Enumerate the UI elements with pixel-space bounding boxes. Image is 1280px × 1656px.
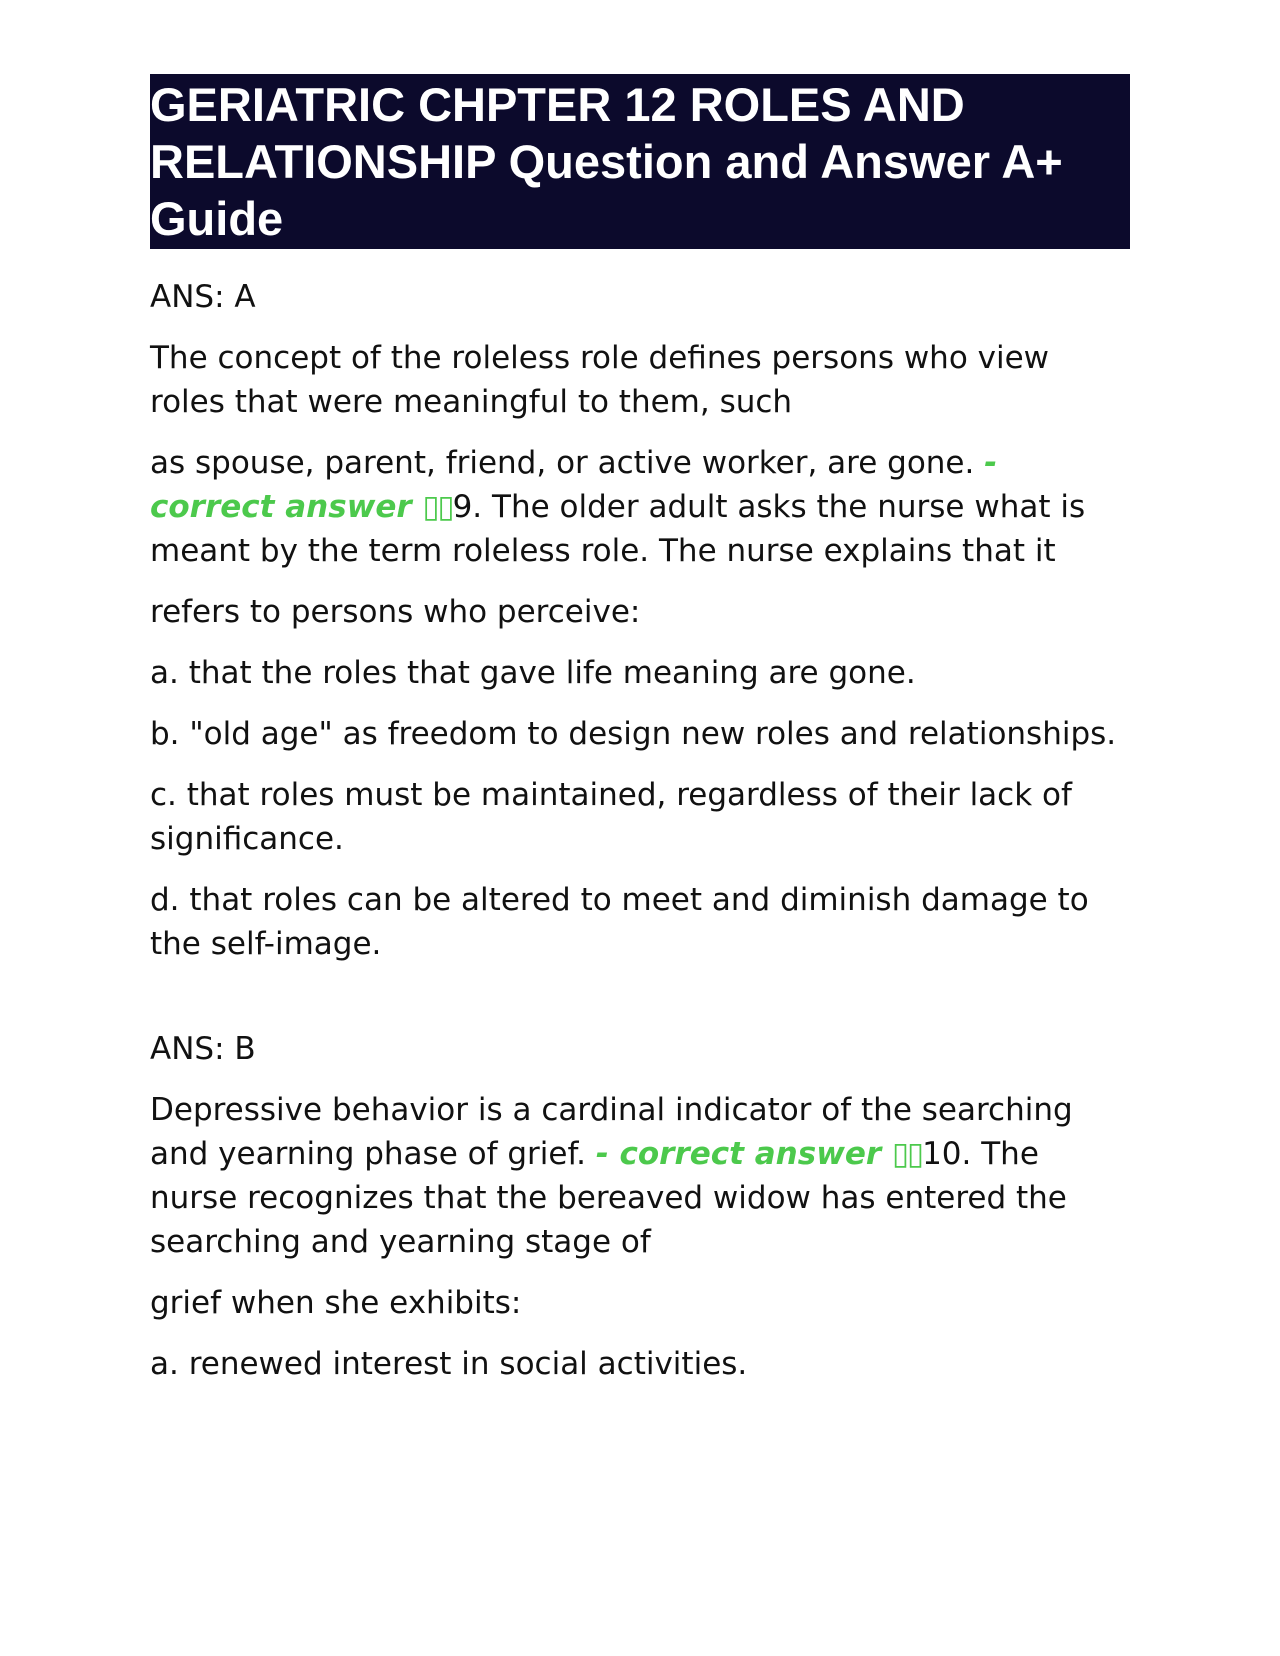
question-9-continued: refers to persons who perceive: <box>150 594 641 630</box>
question-9-text: 9. The older adult asks the nurse what is meant by the term roleless role. The nurse explains that it <box>150 489 1086 569</box>
question-10-text: 10. The nurse recognizes that the bereaved widow has entered the searching and yearning stage of <box>150 1136 1067 1260</box>
question-9-option-c: c. that roles must be maintained, regardless of their lack of significance. <box>150 777 1072 857</box>
question-10-continued: grief when she exhibits: <box>150 1285 522 1321</box>
rationale-1: The concept of the roleless role defines persons who view roles that were meaningful to them, such <box>150 340 1050 420</box>
missing-glyph-icon-1: ▯▯ <box>422 489 453 525</box>
document-page <box>150 74 1130 1403</box>
rationale-question-2 <box>150 1088 1130 1264</box>
question-10-option-a: a. renewed interest in social activities. <box>150 1346 748 1382</box>
rationale-question-1 <box>150 441 1130 573</box>
document-title: GERIATRIC CHPTER 12 ROLES AND RELATIONSHIP Question and Answer A+ Guide <box>150 74 1130 249</box>
correct-answer-label-2: - correct answer <box>595 1136 892 1172</box>
question-9-option-b: b. "old age" as freedom to design new roles and relationships. <box>150 716 1117 752</box>
question-9-option-a: a. that the roles that gave life meaning are gone. <box>150 655 916 691</box>
question-9-option-d: d. that roles can be altered to meet and diminish damage to the self-image. <box>150 882 1089 962</box>
block-spacer <box>150 983 1130 1027</box>
answer-key-2: ANS: B <box>150 1031 256 1067</box>
rationale-2: Depressive behavior is a cardinal indicator of the searching and yearning phase of grief. <box>150 1092 1073 1172</box>
rationale-1-continued: as spouse, parent, friend, or active worker, are gone. <box>150 445 985 481</box>
missing-glyph-icon-2: ▯▯ <box>891 1136 923 1172</box>
answer-key-1: ANS: A <box>150 279 256 315</box>
correct-answer-label-1: - correct answer <box>150 445 998 525</box>
